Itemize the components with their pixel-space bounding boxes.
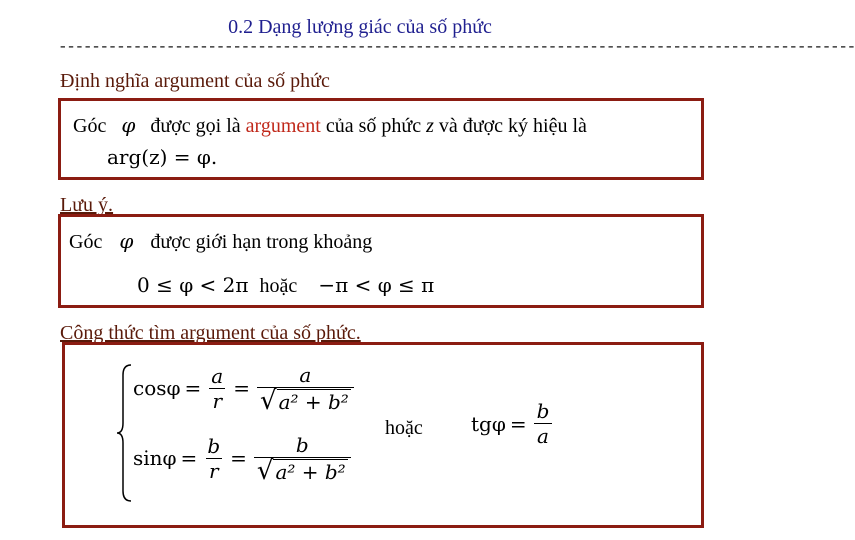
definition-text-goc: Góc <box>73 115 107 137</box>
cos-fraction-sqrt <box>257 363 354 414</box>
definition-text-4: và được ký hiệu là <box>438 115 587 137</box>
tg-equation: tgφ = $\frac{b}{a}$ <box>471 399 555 448</box>
var-z: z <box>426 115 434 137</box>
fraction-numerator-b: b <box>207 433 221 458</box>
sqrt-body: a² + b² <box>278 389 349 414</box>
sin-equation: sinφ = $\frac{b}{r}$ = b √ a² + b² <box>133 429 357 487</box>
fraction-numerator-b-2: b <box>295 432 309 457</box>
note-text-goc: Góc <box>69 231 103 253</box>
note-box <box>58 214 704 308</box>
argument-keyword: argument <box>245 115 321 137</box>
tg-label: tgφ <box>471 411 506 436</box>
phi-symbol: φ <box>121 113 136 137</box>
cos-label: cosφ <box>133 376 181 400</box>
phi-symbol-note: φ <box>119 229 134 253</box>
page-title: 0.2 Dạng lượng giác của số phức <box>228 16 492 38</box>
tg-denominator-a: a <box>534 423 552 448</box>
definition-line <box>73 113 587 138</box>
definition-text-2: được gọi là <box>150 115 241 137</box>
formula-box <box>62 342 704 528</box>
cos-fraction-a-r <box>208 364 226 413</box>
sqrt-body-2: a² + b² <box>275 459 346 484</box>
sin-fraction-sqrt <box>254 433 351 484</box>
formula-connector: hoặc <box>385 417 423 439</box>
formula-heading: Công thức tìm argument của số phức. <box>60 322 361 344</box>
left-brace-icon <box>115 363 135 503</box>
fraction-numerator-a-2: a <box>299 362 312 387</box>
fraction-numerator-a: a <box>211 363 224 388</box>
range-line <box>137 273 434 298</box>
sin-fraction-b-r <box>204 434 223 483</box>
sin-label: sinφ <box>133 446 177 470</box>
sqrt-denominator: √ a² + b² <box>257 387 354 414</box>
tg-fraction <box>534 399 553 448</box>
note-text-2: được giới hạn trong khoảng <box>150 231 373 253</box>
range-0-2pi: 0 ≤ φ < 2π <box>137 273 249 297</box>
cos-equation: cosφ = $\frac{a}{r}$ = a √ a² + b² <box>133 359 357 417</box>
range-connector: hoặc <box>259 275 298 297</box>
title-separator: ------------------------------------------------------------------------------------------------ <box>58 38 855 56</box>
arg-formula: arg(z) = φ. <box>107 145 218 169</box>
fraction-denominator-r-2: r <box>206 458 222 483</box>
note-heading: Lưu ý. <box>60 194 114 216</box>
definition-text-3: của số phức <box>325 115 422 137</box>
definition-heading: Định nghĩa argument của số phức <box>60 70 330 92</box>
definition-box <box>58 98 704 180</box>
note-line <box>69 229 372 254</box>
tg-numerator-b: b <box>536 399 550 423</box>
sqrt-denominator-2: √ a² + b² <box>254 457 351 484</box>
system-of-equations <box>133 359 357 487</box>
fraction-denominator-r: r <box>209 388 225 413</box>
range-minus-pi-pi: −π < φ ≤ π <box>318 273 435 297</box>
